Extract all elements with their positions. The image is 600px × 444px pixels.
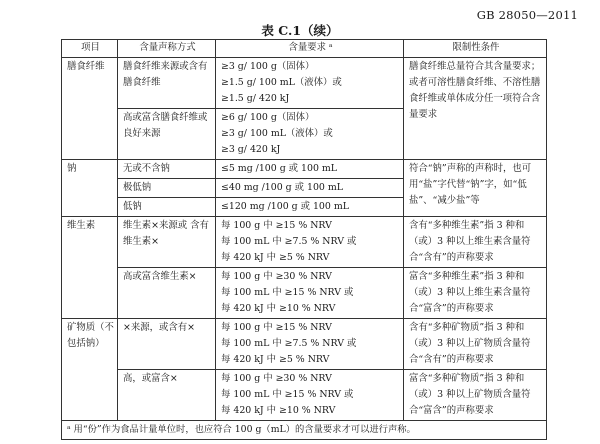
method-cell: 高，或富含× bbox=[118, 370, 216, 421]
requirement-line: 每 420 kJ 中 ≥10 % NRV bbox=[221, 303, 336, 314]
requirement-line: 每 100 g 中 ≥30 % NRV bbox=[221, 373, 332, 384]
requirement-line: 每 100 mL 中 ≥15 % NRV 或 bbox=[221, 287, 354, 298]
standard-number: GB 28050—2011 bbox=[476, 8, 578, 22]
requirement-cell bbox=[216, 217, 404, 268]
table-row bbox=[62, 217, 547, 268]
requirement-line: 每 420 kJ 中 ≥5 % NRV bbox=[221, 252, 330, 263]
method-cell: 极低钠 bbox=[118, 179, 216, 198]
requirement-line: 每 420 kJ 中 ≥10 % NRV bbox=[221, 405, 336, 416]
table-row bbox=[62, 319, 547, 370]
item-cell: 钠 bbox=[62, 160, 118, 217]
col-header-condition: 限制性条件 bbox=[404, 40, 547, 58]
method-cell: 维生素×来源或 含有维生素× bbox=[118, 217, 216, 268]
table-row bbox=[62, 370, 547, 421]
requirement-line: ≥3 g/ 100 mL（液体）或 bbox=[221, 128, 333, 139]
requirement-line: 每 100 g 中 ≥15 % NRV bbox=[221, 220, 332, 231]
requirement-line: ≥1.5 g/ 100 mL（液体）或 bbox=[221, 77, 342, 88]
requirement-line: 每 420 kJ 中 ≥5 % NRV bbox=[221, 354, 330, 365]
requirement-line: 每 100 g 中 ≥30 % NRV bbox=[221, 271, 332, 282]
col-header-requirement: 含量要求 ᵃ bbox=[216, 40, 404, 58]
requirement-cell bbox=[216, 319, 404, 370]
requirement-line: ≥1.5 g/ 420 kJ bbox=[221, 93, 290, 104]
condition-cell: 符合“钠”声称的声称时，也可用“盐”字代替“钠”字，如“低盐”、“减少盐”等 bbox=[404, 160, 547, 217]
requirement-cell: ≤40 mg /100 g 或 100 mL bbox=[216, 179, 404, 198]
item-cell: 矿物质（不包括钠） bbox=[62, 319, 118, 421]
requirement-cell bbox=[216, 109, 404, 160]
table-row bbox=[62, 268, 547, 319]
method-cell: 高或富含膳食纤维或良好来源 bbox=[118, 109, 216, 160]
requirement-line: 每 100 mL 中 ≥7.5 % NRV 或 bbox=[221, 236, 357, 247]
requirement-line: ≥6 g/ 100 g（固体） bbox=[221, 112, 315, 123]
requirement-cell: ≤120 mg /100 g 或 100 mL bbox=[216, 198, 404, 217]
item-cell: 维生素 bbox=[62, 217, 118, 319]
requirement-line: ≥3 g/ 420 kJ bbox=[221, 144, 281, 155]
col-header-item: 项目 bbox=[62, 40, 118, 58]
method-cell: ×来源，或含有× bbox=[118, 319, 216, 370]
condition-cell: 膳食纤维总量符合其含量要求；或者可溶性膳食纤维、不溶性膳食纤维或单体成分任一项符合含量要求 bbox=[404, 58, 547, 160]
requirement-line: 每 100 g 中 ≥15 % NRV bbox=[221, 322, 332, 333]
col-header-method: 含量声称方式 bbox=[118, 40, 216, 58]
footnote-row bbox=[62, 421, 547, 440]
table-footnote: ᵃ 用“份”作为食品计量单位时，也应符合 100 g（mL）的含量要求才可以进行声称。 bbox=[62, 421, 547, 440]
method-cell: 高或富含维生素× bbox=[118, 268, 216, 319]
table-caption: 表 C.1（续） bbox=[261, 23, 339, 38]
requirement-cell: ≤5 mg /100 g 或 100 mL bbox=[216, 160, 404, 179]
table-row bbox=[62, 160, 547, 179]
method-cell: 无或不含钠 bbox=[118, 160, 216, 179]
method-cell: 低钠 bbox=[118, 198, 216, 217]
item-cell: 膳食纤维 bbox=[62, 58, 118, 160]
condition-cell: 富含“多种维生素”指 3 种和（或）3 种以上维生素含量符合“富含”的声称要求 bbox=[404, 268, 547, 319]
requirement-line: ≥3 g/ 100 g（固体） bbox=[221, 61, 315, 72]
condition-cell: 含有“多种维生素”指 3 种和（或）3 种以上维生素含量符合“含有”的声称要求 bbox=[404, 217, 547, 268]
table-header-row bbox=[62, 40, 547, 58]
condition-cell: 含有“多种矿物质”指 3 种和（或）3 种以上矿物质含量符合“含有”的声称要求 bbox=[404, 319, 547, 370]
table-row bbox=[62, 58, 547, 109]
nutrient-claim-table bbox=[61, 39, 547, 440]
requirement-cell bbox=[216, 58, 404, 109]
requirement-cell bbox=[216, 370, 404, 421]
requirement-line: 每 100 mL 中 ≥15 % NRV 或 bbox=[221, 389, 354, 400]
requirement-line: 每 100 mL 中 ≥7.5 % NRV 或 bbox=[221, 338, 357, 349]
condition-cell: 富含“多种矿物质”指 3 种和（或）3 种以上矿物质含量符合“富含”的声称要求 bbox=[404, 370, 547, 421]
requirement-cell bbox=[216, 268, 404, 319]
method-cell: 膳食纤维来源或含有膳食纤维 bbox=[118, 58, 216, 109]
